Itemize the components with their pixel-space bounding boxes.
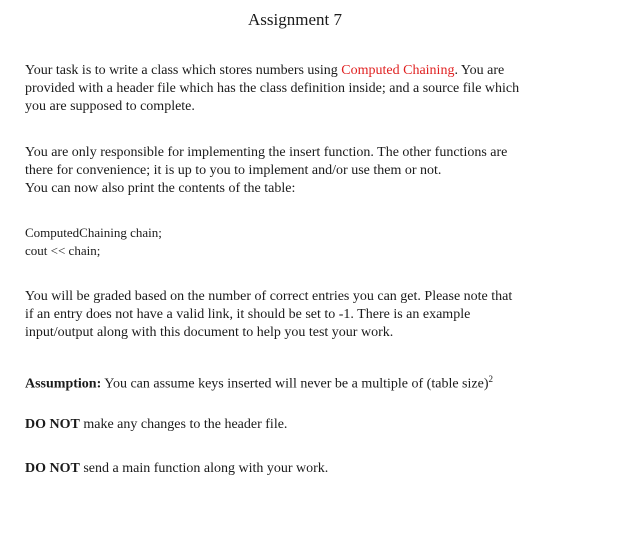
assumption-label: Assumption: [25,376,102,392]
task-line-2: provided with a header file which has the class definition inside; and a source file which [25,81,520,96]
grading-line-1: You will be graded based on the number of correct entries you can get. Please note that [25,289,513,304]
task-text-start: Your task is to write a class which stores numbers using [25,63,342,78]
grading-paragraph [25,288,585,342]
assumption-note [25,370,585,394]
main-note-bold: DO NOT [25,461,80,476]
task-paragraph [25,62,585,116]
task-text-end: . You are [454,63,505,78]
assumption-superscript: 2 [488,374,493,384]
code-line-1: ComputedChaining chain; [25,225,162,240]
computed-chaining-highlight: Computed Chaining [341,63,455,78]
header-file-note [25,416,585,434]
main-note-text: send a main function along with your work. [79,461,329,476]
responsibility-line-2: there for convenience; it is up to you to implement and/or use them or not. [25,163,442,178]
grading-line-3: input/output along with this document to help you test your work. [25,325,394,340]
responsibility-line-3: You can now also print the contents of the table: [25,181,296,196]
grading-line-2: if an entry does not have a valid link, it should be set to -1. There is an example [25,307,471,322]
responsibility-line-1: You are only responsible for implementing the insert function. The other functions are [25,145,508,160]
assumption-text: You can assume keys inserted will never be a multiple of (table size) [101,376,489,392]
code-snippet [25,224,585,260]
code-line-2: cout << chain; [25,243,101,258]
header-note-bold: DO NOT [25,417,80,432]
responsibility-paragraph [25,144,585,198]
task-line-3: you are supposed to complete. [25,99,195,114]
page-title: Assignment 7 [248,10,342,29]
header-note-text: make any changes to the header file. [79,417,288,432]
main-function-note [25,460,585,478]
